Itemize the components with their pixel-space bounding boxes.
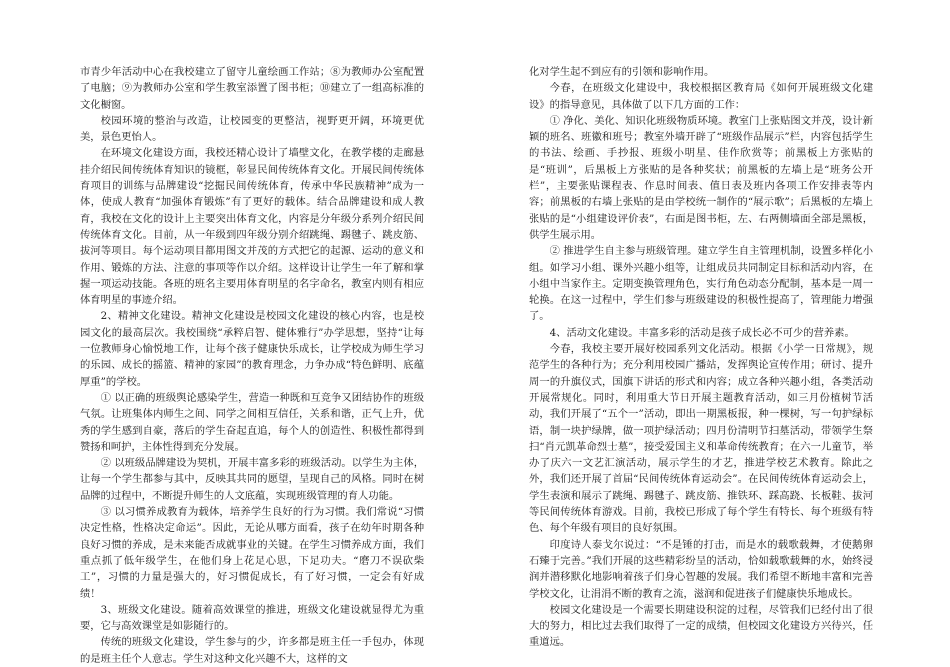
paragraph: 4、活动文化建设。丰富多彩的活动是孩子成长必不可少的营养素。 xyxy=(549,326,855,339)
paragraph: 传统的班级文化建设，学生参与的少，许多都是班主任一手包办，体现的是班主任个人意志。学生对这种文化兴趣不大，这样的文 xyxy=(80,636,424,665)
paragraph: ③ 以习惯养成教育为载体，培养学生良好的行为习惯。我们常说“习惯决定性格，性格决定命运”。因此，无论从哪方面看，孩子在幼年时期各种良好习惯的养成，是未来能否成就事业的关键。在学生习惯养成方面，我们重点抓了低年级学生，在他们身上花足心思，下足功夫。“磨刀不误砍柴工”，习惯的力量是强大的，好习惯促成长，有了好习惯，一定会有好成绩！ xyxy=(80,506,424,600)
paragraph: 今春，我校主要开展好校园系列文化活动。根据《小学一日常规》，规范学生的各种行为；充分利用校园广播站，发挥舆论宣传作用；研讨、提升周一的升旗仪式，国旗下讲话的形式和内容；成立各种兴趣小组，各类活动开展常规化。同时，利用重大节日开展主题教育活动，如三月份植树节活动，我们开展了“五个一”活动，即出一期黑板报，种一棵树，写一句护绿标语，制一块护绿牌，做一项护绿活动；四月份清明节扫墓活动，带领学生祭扫“肖元凯革命烈士墓”，接受爱国主义和革命传统教育；在六一儿童节，举办了庆六一文艺汇演活动，展示学生的才艺，推进学校艺术教育。除此之外，我们还开展了首届“民间传统体育运动会”。在民间传统体育运动会上，学生表演和展示了跳绳、踢毽子、跳皮筋、推铁环、踩高跷、长板鞋、拔河等民间传统体育游戏。目前，我校已形成了每个学生有特长、每个班级有特色、每个年级有项目的良好氛围。 xyxy=(529,343,873,535)
paragraph: ① 以正确的班级舆论感染学生，营造一种既和互竞争又团结协作的班级气氛。让班集体内师生之间、同学之间相互信任，关系和谐，正气上升，优秀的学生感到自豪，落后的学生奋起直追，每个人的创造性、积极性都得到赞扬和呵护，主体性得到充分发展。 xyxy=(80,391,424,453)
paragraph: 化对学生起不到应有的引领和影响作用。 xyxy=(529,66,715,78)
paragraph: ② 推进学生自主参与班级管理。建立学生自主管理机制，设置多样化小组。如学习小组、课外兴趣小组等，让组成员共同制定目标和活动内容，在小组中当家作主。定期变换管理角色，实行角色动态分配制，基本是一周一轮换。在这一过程中，学生们参与班级建设的积极性提高了，管理能力增强了。 xyxy=(529,245,873,323)
paragraph: 市青少年活动中心在我校建立了留守儿童绘画工作站；⑧为教师办公室配置了电脑；⑨为教师办公室和学生教室添置了图书柜；⑩建立了一组高标准的文化橱窗。 xyxy=(80,66,424,111)
paragraph: 校园环境的整治与改造，让校园变的更整洁，视野更开阔，环境更优美，景色更怡人。 xyxy=(80,114,424,144)
left-column xyxy=(80,64,424,667)
paragraph: 今春，在班级文化建设中，我校根据区教育局《如何开展班级文化建设》的指导意见，具体做了以下几方面的工作： xyxy=(529,82,873,111)
paragraph: ② 以班级品牌建设为契机，开展丰富多彩的班级活动。以学生为主体，让每一个学生都参与其中，反映其共同的愿望，呈现自己的风格。同时在树品牌的过程中，不断提升师生的人文底蕴，实现班级管理的育人功能。 xyxy=(80,457,424,502)
right-column xyxy=(529,64,873,651)
paragraph: ① 净化、美化、知识化班级物质环境。教室门上张贴图文并茂，设计新颖的班名、班徽和班号；教室外墙开辟了“班级作品展示”栏，内容包括学生的书法、绘画、手抄报、班级小明星、佳作欣赏等；前黑板上方张贴的是“班训”，后黑板上方张贴的是各种奖状；前黑板的左墙上是“班务公开栏”，主要张贴课程表、作息时间表、值日表及班内各项工作安排表等内容；前黑板的右墙上张贴的是由学校统一制作的“展示歌”；后黑板的左墙上张贴的是“小组建设评价表”，右面是图书柜，左、右两侧墙面全部是黑板，供学生展示用。 xyxy=(529,114,873,241)
paragraph: 在环境文化建设方面，我校还精心设计了墙壁文化，在教学楼的走廊悬挂介绍民间传统体育知识的镜框，彰显民间传统体育文化。开展民间传统体育项目的训练与品牌建设“挖掘民间传统体育，传承中华民族精神”成为一体，使成人教育“加强体育锻炼”有了更好的载体。结合品牌建设和成人教育，我校在文化的设计上主要突出体育文化，内容是分年级分系列介绍民间传统体育文化。目前，从一年级到四年级分别介绍跳绳、踢毽子、跳皮筋、拔河等项目。每个运动项目都用图文并茂的方式把它的起源、运动的意义和作用、锻炼的方法、注意的事项等作以介绍。这样设计让学生一年了解和掌握一项运动技能。各班的班名主要用体育明星的名字命名，教室内则有相应体育明星的事迹介绍。 xyxy=(80,147,424,307)
paragraph: 3、班级文化建设。随着高效课堂的推进，班级文化建设就显得尤为重要，它与高效课堂是如影随行的。 xyxy=(80,603,424,633)
paragraph: 印度诗人泰戈尔说过：“不是锤的打击，而是水的载歌载舞，才使鹅卵石臻于完善。”我们开展的这些精彩纷呈的活动，恰如载歌载舞的水，始终浸润并潜移默化地影响着孩子们身心智趣的发展。我们希望不断地丰富和完善学校文化，让涓涓不断的教育之流，滋润和促进孩子们健康快乐地成长。 xyxy=(529,538,873,600)
paragraph: 2、精神文化建设。精神文化建设是校园文化建设的核心内容，也是校园文化的最高层次。我校围绕“承粹启智、健体雅行”办学思想，坚持“让每一位教师身心愉悦地工作，让每个孩子健康快乐成长，让学校成为师生学习的乐园、成长的摇篮、精神的家园”的教育理念，力争办成“特色鲜明、底蕴厚重”的学校。 xyxy=(80,310,424,388)
paragraph: 校园文化建设是一个需要长期建设积淀的过程，尽管我们已经付出了很大的努力，相比过去我们取得了一定的成绩，但校园文化建设方兴待兴，任重道远。 xyxy=(529,603,873,649)
